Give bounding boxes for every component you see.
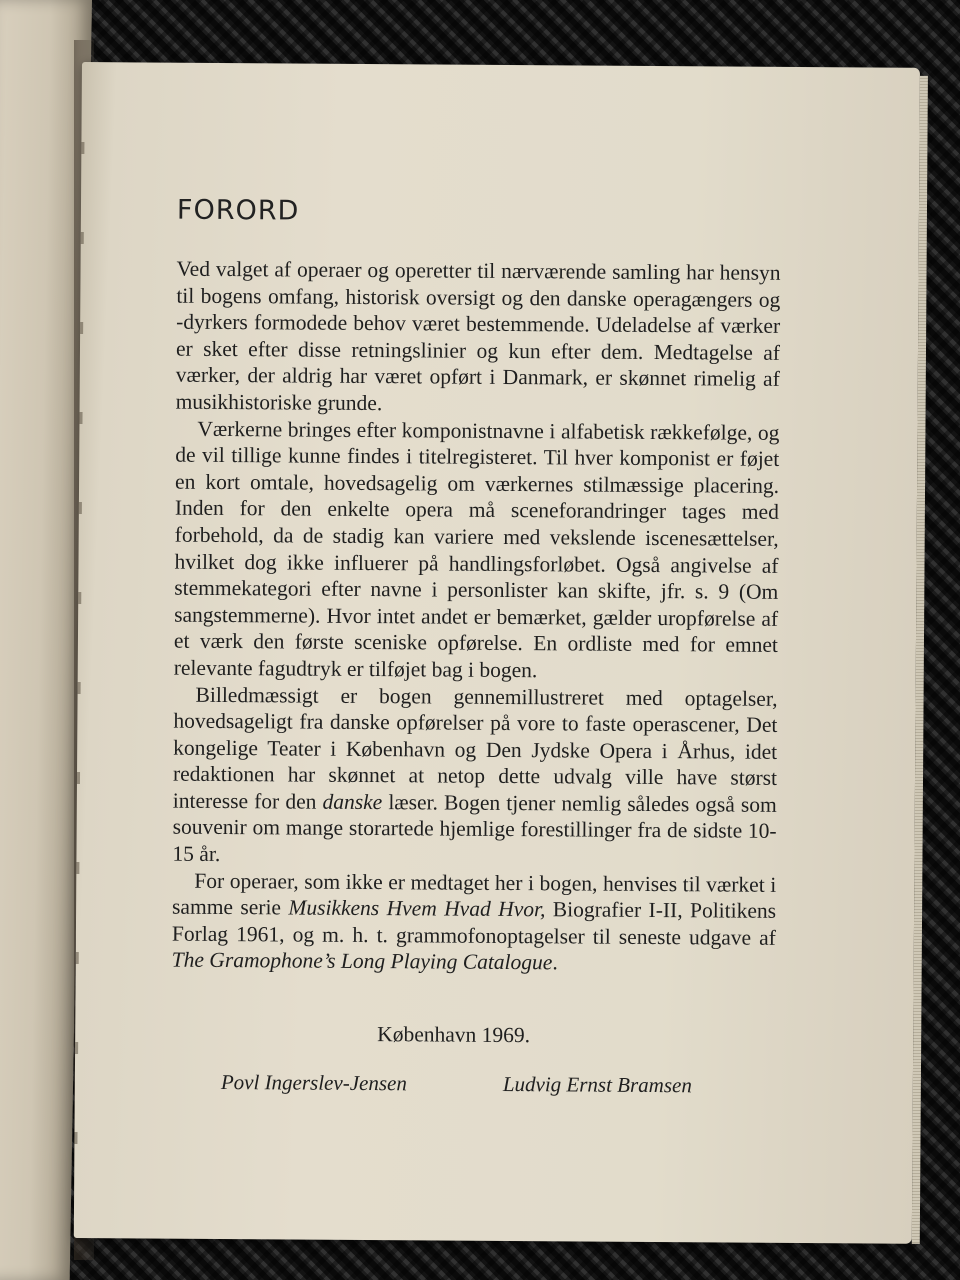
paragraph-4-text-b: Biografier I-II, Politikens Forlag 1961, og m. h. t. grammofonoptagelser til seneste udgave af: [171, 897, 777, 950]
preface-body: [172, 256, 781, 978]
paragraph-4-italic-catalogue: The Gramophone’s Long Playing Catalogue: [171, 948, 553, 975]
page-stack-edge: [912, 76, 928, 1244]
paragraph-2: Værkerne bringes efter komponistnavne i alfabetisk rækkefølge, og de vil tillige kunne findes i titelregisteret. Til hver komponist er føjet en kort omtale, hovedsagelig om værkernes stilmæssige placering. Inden for den enkelte opera må sceneforandringer tages med forbehold, da de stadig kan variere med vekslende iscenesættelser, hvilket dog ikke influerer på handlingsforløbet. Også angivelse af stemmekategori efter navne i personlister kan skifte, jfr. s. 9 (Om sangstemmerne). Hvor intet andet er bemærket, gælder uropførelse af et værk den første sceniske opførelse. En ordliste med for emnet relevante fagudtryk er tilføjet bag i bogen.: [173, 416, 780, 683]
paragraph-4-italic-series: Musikkens Hvem Hvad Hvor,: [288, 895, 546, 922]
paragraph-3: [172, 681, 777, 871]
paragraph-4-text-a: For operaer, som ikke er medtaget her i bogen, henvises til værket i samme serie: [172, 868, 777, 920]
paragraph-1: Ved valget af operaer og operetter til nærværende samling har hensyn til bogens omfang, historisk oversigt og den danske operagængers og -dyrkers formodede behov været bestemmende. Udeladelse af værker er sket efter disse retningslinier og kun efter dem. Medtagelse af værker, der aldrig har været opført i Danmark, er skønnet rimelig af musikhistoriske grunde.: [175, 256, 781, 416]
paragraph-3-text-b: læser. Bogen tjener nemlig således også som souvenir om mange storartede hjemlige forestillinger fra de sidste 10-15 år.: [172, 789, 777, 867]
paragraph-3-text-a: Billedmæssigt er bogen gennemillustreret med optagelser, hovedsageligt fra danske opførelser på vore to faste operascener, Det kongelige Teater i København og Den Jydske Opera i Århus, idet redaktionen har skønnet at netop dette udvalg ville have størst interesse for den: [172, 682, 778, 814]
paragraph-4-text-c: .: [552, 950, 558, 975]
author-2: Ludvig Ernst Bramsen: [502, 1071, 692, 1098]
book-page: [74, 62, 920, 1244]
place-date: København 1969.: [377, 1022, 531, 1048]
page-heading: FORORD: [176, 194, 300, 227]
author-1: Povl Ingerslev-Jensen: [220, 1069, 407, 1096]
paragraph-3-italic: danske: [322, 789, 383, 814]
paragraph-4: [172, 867, 777, 978]
